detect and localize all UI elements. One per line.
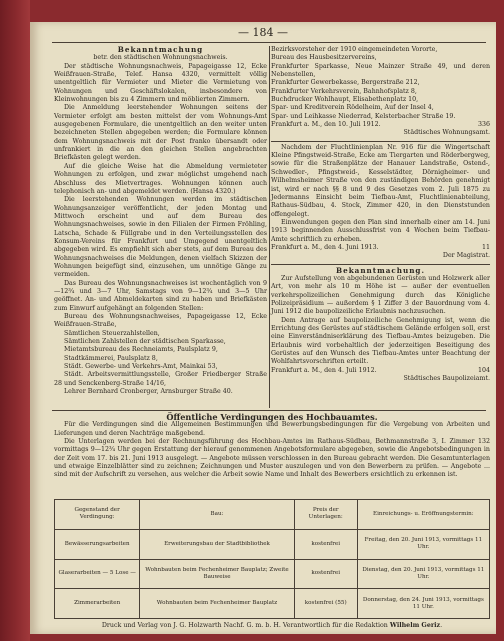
table-cell: Wohnbauten beim Fechenheimer Bauplatz [140,589,294,619]
row-number: (55) [335,600,347,607]
place-item: Frankfurter Gewerbekasse, Bergerstraße 212, [271,79,420,87]
table-cell: Dienstag, den 20. Juni 1913, vormittags 11 Uhr. [357,559,489,589]
table-cell: Bewässerungsarbeiten [55,529,140,559]
plan-paragraph: Nachdem der Fluchtlinienplan Nr. 916 für die Wingertschaft Kleine Pfingstweid-Straße, Ecke am Tiergarten und Röderbergweg, sowie für die Straßenplätze der Hanauer Landstraße, Ostend-, Schwedler-, Pfingstweid-, Kesselstädter, Dörnigheimer- und Wilhelmsheimer Straße von den zuständigen Behörden genehmigt ist, wird er nach §§ 8 und 9 des Gesetzes vom 2. Juli 1875 zu Jedermanns Einsicht beim Tiefbau-Amt, Fluchtlinienabteilung, Rathaus-Südbau, 4. Stock, Zimmer 420, in den Dienststunden offengelegt. [271,143,490,218]
notice-number: 104 [477,366,490,374]
place-item: Lehrer Bernhard Cronberger, Arnsburger Straße 40. [64,388,233,396]
table-cell: Freitag, den 20. Juni 1913, vormittags 11 Uhr. [357,529,489,559]
housing-paragraph: Der städtische Wohnungsnachweis, Papageigasse 12, Ecke Weißfrauen-Straße, Telef. Hansa 4320, vermittelt völlig unentgeltlich für Vermieter und Mieter die Vermietung von Wohnungen und Geschäftslokalen, insbesondere von Kleinwohnungen bis zu 4 Zimmern und möblierten Zimmern. [54,62,267,104]
housing-paragraph: Auf die gleiche Weise hat die Abmeldung vermieteter Wohnungen zu erfolgen, und zwar möglichst umgehend nach Abschluss des Mietvertrages. Wohnungen können auch telephonisch an- und abgemeldet werden. (Hansa 4320.) [54,162,267,195]
notice-subtitle-housing: betr. den städtischen Wohnungsnachweis. [93,54,228,62]
table-cell: Erweiterungsbau der Stadtbibliothek [140,529,294,559]
table-cell [294,589,357,619]
document-page [30,22,496,634]
housing-paragraph: Die Anmeldung leerstehender Wohnungen seitens der Vermieter erfolgt am besten mittelst der vom Wohnungs-Amt ausgegebenen Formulare, die unentgeltlich an den weiter unten bezeichneten Stellen abgegeben werden; die Formulare können dem Wohnungsnachweis mit der Post franko übersandt oder unfrankiert in die an den gleichen Stellen angebrachten Briefkästen gelegt werden. [54,104,267,162]
table-header: Einreichungs- u. Eröffnungstermin: [357,500,489,530]
date-line [271,367,490,375]
place-item: Bureau des Wohnungsnachweises, Papageigasse 12, Ecke Weißfrauen-Straße, [54,313,267,329]
table-row [55,589,490,619]
place-item: Frankfurter Verkehrsverein, Bahnhofsplatz 8, [271,87,417,95]
place-item: Stadtkämmerei, Paulsplatz 8, [64,354,158,362]
notice-title-scaffold: Bekanntmachung. [336,265,425,275]
place-item: Frankfurter Sparkasse, Neue Mainzer Straße 49, und deren Nebenstellen, [271,62,490,79]
tenders-section [54,413,490,480]
tenders-table [54,499,490,619]
left-column [54,46,267,396]
tenders-paragraph: Die Unterlagen werden bei der Rechnungsführung des Hochbau-Amtes im Rathaus-Südbau, Bethmannstraße 3, I. Zimmer 132 vormittags 9—12¾ Uhr gegen Erstattung der hierauf genommenen Angebotsformulare abgegeben, sowie die Angebotsbedingungen in der Zeit vom 17. bis 21. Juni 1913 ausgelegt. — Angebote müssen verschlossen in den Bureau gebracht werden. Die Gesamtunterlagen und etwaige Einzelblätter sind zu zeichnen; Zeichnungen und Muster auszulegen und von den Bewerbern zu prüfen. — Angebote ... sind mit der Aufschrift zu versehen, aus welcher die Arbeit sowie Name und Inhalt des Bewerbers ersichtlich zu erkennen ist. [54,438,490,479]
book-binding [0,0,30,641]
place-item: Sämtlichen Steuerzahlstellen, [64,329,160,337]
date-line [271,121,490,129]
table-header: Gegenstand der Verdingung: [55,500,140,530]
separator [271,264,490,265]
imprint-end: . [440,622,443,629]
table-header: Preis der Unterlagen: [294,500,357,530]
table-row [55,529,490,559]
date-text: Frankfurt a. M., den 10. Juli 1912. [271,121,381,129]
separator [271,141,490,142]
notice-number: 11 [481,243,490,251]
place-item: Buchdrucker Wohlhaupt, Elisabethenplatz 10, [271,96,419,104]
notice-number: 336 [477,121,490,129]
table-cell: Wohnbauten beim Fechenheimer Bauplatz; Zweite Bauweise [140,559,294,589]
place-item: Sämtlichen Zahlstellen der städtischen Sparkasse, [64,338,226,346]
table-cell: Donnerstag, den 24. Juni 1913, vormittags 11 Uhr. [357,589,489,619]
tenders-title: Öffentliche Verdingungen des Hochbauamtes. [166,412,378,422]
price-text: kostenfrei [304,600,334,607]
imprint-text: Druck und Verlag von J. G. Holzwarth Nachf. G. m. b. H. Verantwortlich für die Redaktion [101,622,390,629]
scaffold-paragraph: Zur Aufstellung von abgebundenen Gerüsten und Holzwerk aller Art, von mehr als 10 m Höhe ist — außer der eventuellen verkehrspolizeilichen Genehmigung durch das Königliche Polizeipräsidium — außerdem § 1 Ziffer 3 der Bauordnung vom 4. Juni 1912 die baupolizeiliche Erlaubnis nachzusuchen. [271,274,490,316]
signature: Städtisches Baupolizeiamt. [403,375,490,383]
signature: Städtisches Wohnungsamt. [403,129,490,137]
section-rule [52,410,486,411]
date-text: Frankfurt a. M., den 4. Juli 1912. [271,366,377,374]
column-divider [269,46,270,408]
table-cell: kostenfrei [294,559,357,589]
imprint [54,622,490,629]
housing-paragraph: Die leerstehenden Wohnungen werden im städtischen Wohnungsanzeiger veröffentlicht, der jeden Montag und Mittwoch erscheint und auf dem Bureau des Wohnungsnachweises, sowie in den Filialen der Firmen Fröhling, Latscha, Schade & Füllgrabe und in den Verteilungsstellen des Konsum-Vereins für Frankfurt und Umgegend unentgeltlich abgegeben wird. Es empfiehlt sich aber stets, auf dem Bureau des Wohnungsnachweises die Meldungen, denen vielfach Skizzen der Wohnungen beigefügt sind, einzusehen, um unnötige Gänge zu vermeiden. [54,196,267,279]
tenders-paragraph: Für die Verdingungen sind die Allgemeinen Bestimmungen und Bewerbungsbedingungen für die Vergebung von Arbeiten und Lieferungen und deren Nachträge maßgebend. [54,421,490,437]
top-rule [52,42,486,43]
signature: Der Magistrat. [442,252,490,260]
place-item: Mietamtsbureau des Rechneiamts, Paulsplatz 9, [64,346,218,354]
place-item: Spar- und Leihkasse Niederrad, Kelsterbacher Straße 19. [271,112,456,120]
housing-paragraph: Das Bureau des Wohnungsnachweises ist wochentäglich von 9—12¾ und 3—7 Uhr, Samstags von 9—12¾ und 3—5 Uhr geöffnet. An- und Abmeldekarten sind zu haben und Briefkästen zum Einwurf aufgehängt an folgenden Stellen: [54,279,267,312]
place-item: Bezirksvorsteher der 1910 eingemeindeten Vororte, [271,46,438,53]
table-cell: Glaserarbeiten — 5 Lose — [55,559,140,589]
right-column [271,46,490,383]
editor-name: Wilhelm Geriz [389,622,441,629]
table-row [55,559,490,589]
table-cell: Zimmerarbeiten [55,589,140,619]
place-item: Städt. Gewerbe- und Verkehrs-Amt, Mainkai 53, [64,363,218,371]
page-number: — 184 — [238,26,288,39]
table-header-row [55,500,490,530]
notice-title-housing: Bekanntmachung [117,45,204,54]
place-item: Spar- und Kreditverein Rödelheim, Auf der Insel 4, [271,104,434,112]
date-line [271,244,490,252]
table-cell: kostenfrei [294,529,357,559]
place-item: Bureau des Hausbesitzervereins, [271,54,377,62]
scaffold-paragraph: Dem Antrage auf baupolizeiliche Genehmigung ist, wenn die Errichtung des Gerüstes auf städtischem Gelände erfolgen soll, erst eine Einverständniserklärung des Tiefbau-Amtes beizugeben. Die Erlaubnis wird vorbehaltlich der jederzeitigen Beseitigung des Gerüstes auf den Wunsch des Tiefbau-Amtes unter Beachtung der Wohlfahrtsvorschriften erteilt. [271,316,490,366]
table-header: Bau: [140,500,294,530]
place-item: Städt. Arbeitsvermittlungsstelle, Großer Friedberger Straße 28 und Senckenberg-Straße 14/16, [54,371,267,387]
objection-paragraph: Einwendungen gegen den Plan sind innerhalb einer am 14. Juni 1913 beginnenden Ausschlussfrist von 4 Wochen beim Tiefbau-Amte schriftlich zu erheben. [271,218,490,243]
date-text: Frankfurt a. M., den 4. Juni 1913. [271,243,379,251]
